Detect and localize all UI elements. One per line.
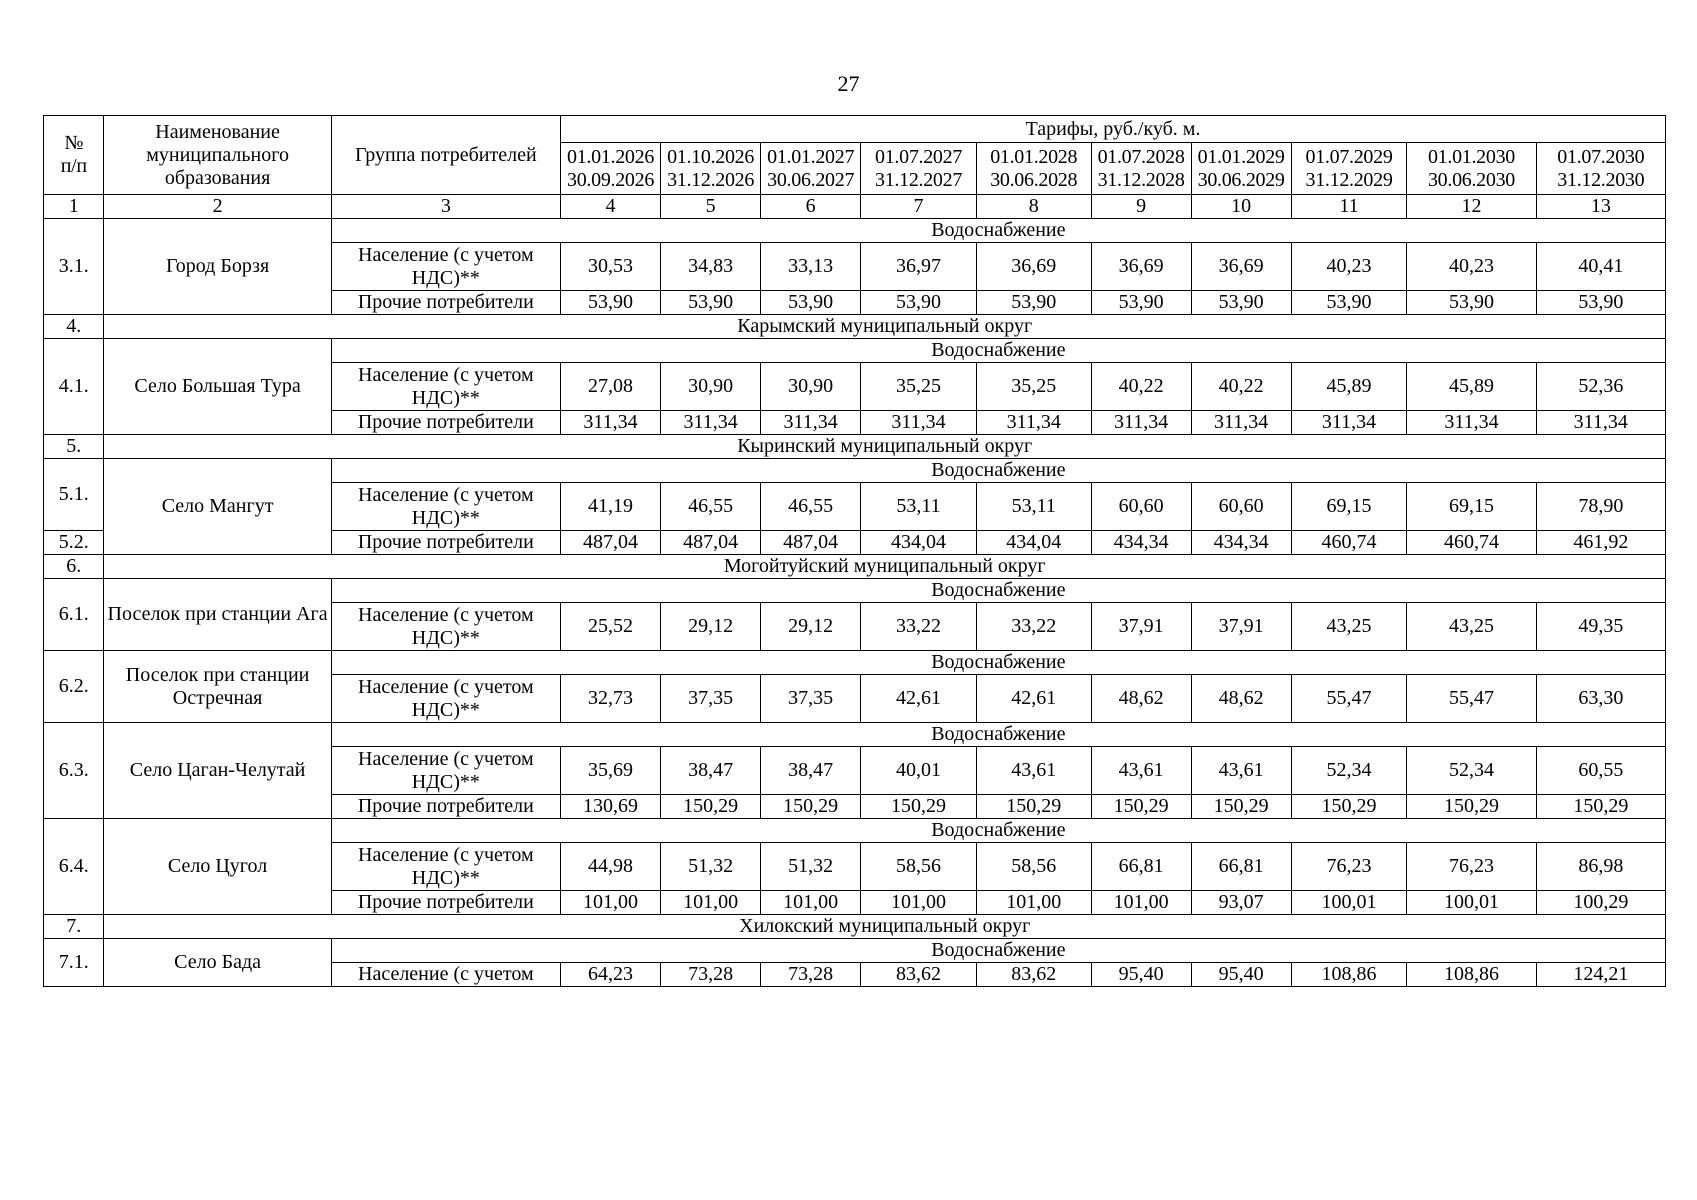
tariff-cell: 51,32 [661,843,761,891]
service-label: Водоснабжение [331,939,1665,963]
tariff-cell: 78,90 [1536,483,1665,531]
tariff-cell: 53,90 [1407,291,1536,315]
tariff-cell: 45,89 [1291,363,1407,411]
section-title: Могойтуйский муниципальный округ [104,555,1666,579]
period-header: 01.01.2028 30.06.2028 [976,143,1091,195]
tariff-cell: 53,90 [1191,291,1291,315]
tariff-cell: 36,69 [1091,243,1191,291]
tariff-cell: 43,61 [976,747,1091,795]
group-label: Население (с учетом [331,963,560,987]
tariff-cell: 130,69 [561,795,661,819]
group-label: Прочие потребители [331,291,560,315]
tariff-cell: 33,22 [976,603,1091,651]
tariff-cell: 460,74 [1407,531,1536,555]
municipality-name: Поселок при станции Ага [104,579,331,651]
tariff-cell: 83,62 [976,963,1091,987]
tariff-cell: 487,04 [761,531,861,555]
tariff-cell: 43,25 [1291,603,1407,651]
col-number: 1 [44,195,104,219]
tariff-cell: 33,22 [861,603,977,651]
col-number: 3 [331,195,560,219]
section-row [44,555,1666,579]
tariff-cell: 311,34 [561,411,661,435]
col-number: 10 [1191,195,1291,219]
tariff-cell: 434,34 [1091,531,1191,555]
tariff-cell: 40,22 [1191,363,1291,411]
row-number: 5.1. [44,459,104,531]
tariff-cell: 36,69 [1191,243,1291,291]
tariff-cell: 101,00 [661,891,761,915]
tariff-cell: 73,28 [661,963,761,987]
tariff-cell: 42,61 [976,675,1091,723]
tariff-cell: 53,90 [1536,291,1665,315]
service-row [44,939,1666,963]
tariff-cell: 49,35 [1536,603,1665,651]
period-header: 01.07.2029 31.12.2029 [1291,143,1407,195]
tariff-cell: 53,90 [761,291,861,315]
col-number: 4 [561,195,661,219]
tariff-cell: 37,91 [1191,603,1291,651]
section-number: 4. [44,315,104,339]
tariff-cell: 58,56 [976,843,1091,891]
header-num: № п/п [44,116,104,195]
tariff-cell: 66,81 [1191,843,1291,891]
tariff-cell: 150,29 [1536,795,1665,819]
tariff-cell: 311,34 [1536,411,1665,435]
tariff-cell: 53,90 [861,291,977,315]
tariff-cell: 60,60 [1191,483,1291,531]
service-row [44,819,1666,843]
tariff-cell: 93,07 [1191,891,1291,915]
tariff-cell: 150,29 [761,795,861,819]
col-number: 5 [661,195,761,219]
section-title: Карымский муниципальный округ [104,315,1666,339]
group-label: Прочие потребители [331,411,560,435]
tariff-cell: 27,08 [561,363,661,411]
service-row [44,723,1666,747]
section-number: 7. [44,915,104,939]
tariff-cell: 434,04 [976,531,1091,555]
col-number: 9 [1091,195,1191,219]
tariff-cell: 108,86 [1291,963,1407,987]
tariff-cell: 32,73 [561,675,661,723]
service-label: Водоснабжение [331,651,1665,675]
tariff-cell: 46,55 [661,483,761,531]
tariff-cell: 53,11 [861,483,977,531]
section-number: 6. [44,555,104,579]
tariff-cell: 40,41 [1536,243,1665,291]
tariff-cell: 101,00 [861,891,977,915]
tariff-cell: 40,22 [1091,363,1191,411]
tariff-cell: 53,90 [1091,291,1191,315]
service-label: Водоснабжение [331,579,1665,603]
service-row [44,339,1666,363]
tariff-cell: 43,25 [1407,603,1536,651]
group-label: Прочие потребители [331,891,560,915]
col-number: 11 [1291,195,1407,219]
tariff-cell: 30,53 [561,243,661,291]
tariff-cell: 38,47 [761,747,861,795]
tariff-cell: 36,69 [976,243,1091,291]
tariff-cell: 30,90 [661,363,761,411]
tariff-cell: 52,34 [1291,747,1407,795]
col-number: 2 [104,195,331,219]
tariff-cell: 461,92 [1536,531,1665,555]
municipality-name: Село Большая Тура [104,339,331,435]
group-label: Прочие потребители [331,531,560,555]
tariff-cell: 311,34 [1407,411,1536,435]
tariff-cell: 434,04 [861,531,977,555]
group-label: Население (с учетом НДС)** [331,675,560,723]
period-header: 01.10.2026 31.12.2026 [661,143,761,195]
col-number: 6 [761,195,861,219]
page-number: 27 [837,71,860,96]
tariff-cell: 311,34 [861,411,977,435]
tariff-cell: 95,40 [1091,963,1191,987]
section-title: Хилокский муниципальный округ [104,915,1666,939]
tariff-cell: 95,40 [1191,963,1291,987]
municipality-name: Село Цаган-Челутай [104,723,331,819]
tariff-cell: 53,11 [976,483,1091,531]
header-group: Группа потребителей [331,116,560,195]
row-number: 5.2. [44,531,104,555]
period-header: 01.07.2028 31.12.2028 [1091,143,1191,195]
tariff-cell: 41,19 [561,483,661,531]
group-label: Население (с учетом НДС)** [331,483,560,531]
municipality-name: Село Мангут [104,459,331,555]
service-label: Водоснабжение [331,819,1665,843]
tariff-cell: 66,81 [1091,843,1191,891]
tariff-cell: 101,00 [561,891,661,915]
tariff-cell: 487,04 [661,531,761,555]
tariff-cell: 60,55 [1536,747,1665,795]
section-row [44,915,1666,939]
tariff-cell: 100,01 [1407,891,1536,915]
tariff-cell: 37,35 [761,675,861,723]
tariff-cell: 150,29 [976,795,1091,819]
tariff-cell: 311,34 [1191,411,1291,435]
tariff-cell: 35,25 [976,363,1091,411]
group-label: Население (с учетом НДС)** [331,843,560,891]
tariff-cell: 53,90 [561,291,661,315]
row-number: 7.1. [44,939,104,987]
tariff-cell: 101,00 [761,891,861,915]
section-title: Кыринский муниципальный округ [104,435,1666,459]
tariff-cell: 43,61 [1191,747,1291,795]
header-row-1 [44,116,1666,143]
col-number: 12 [1407,195,1536,219]
col-number: 13 [1536,195,1665,219]
tariff-cell: 150,29 [1291,795,1407,819]
tariff-cell: 38,47 [661,747,761,795]
tariff-cell: 311,34 [761,411,861,435]
tariff-cell: 37,35 [661,675,761,723]
tariff-cell: 63,30 [1536,675,1665,723]
tariff-cell: 76,23 [1407,843,1536,891]
group-label: Население (с учетом НДС)** [331,243,560,291]
row-number: 3.1. [44,219,104,315]
tariff-cell: 101,00 [976,891,1091,915]
service-row [44,579,1666,603]
tariff-cell: 44,98 [561,843,661,891]
tariff-cell: 124,21 [1536,963,1665,987]
tariff-cell: 434,34 [1191,531,1291,555]
row-number: 6.1. [44,579,104,651]
tariff-cell: 48,62 [1191,675,1291,723]
tariff-cell: 53,90 [1291,291,1407,315]
tariff-cell: 43,61 [1091,747,1191,795]
tariff-cell: 46,55 [761,483,861,531]
tariff-cell: 150,29 [861,795,977,819]
tariff-cell: 311,34 [1291,411,1407,435]
tariff-cell: 86,98 [1536,843,1665,891]
service-row [44,459,1666,483]
period-header: 01.01.2029 30.06.2029 [1191,143,1291,195]
tariff-cell: 42,61 [861,675,977,723]
row-number: 4.1. [44,339,104,435]
row-number: 6.3. [44,723,104,819]
header-municipality: Наименование муниципального образования [104,116,331,195]
service-row [44,651,1666,675]
section-number: 5. [44,435,104,459]
period-header: 01.01.2026 30.09.2026 [561,143,661,195]
service-label: Водоснабжение [331,339,1665,363]
period-header: 01.01.2027 30.06.2027 [761,143,861,195]
tariff-cell: 40,23 [1291,243,1407,291]
header-tariffs: Тарифы, руб./куб. м. [561,116,1666,143]
tariff-cell: 100,29 [1536,891,1665,915]
tariff-cell: 311,34 [661,411,761,435]
tariff-cell: 34,83 [661,243,761,291]
tariff-cell: 48,62 [1091,675,1191,723]
service-label: Водоснабжение [331,723,1665,747]
period-header: 01.07.2030 31.12.2030 [1536,143,1665,195]
group-label: Население (с учетом НДС)** [331,747,560,795]
section-row [44,435,1666,459]
col-number: 7 [861,195,977,219]
tariff-cell: 150,29 [1091,795,1191,819]
municipality-name: Город Борзя [104,219,331,315]
tariff-cell: 52,34 [1407,747,1536,795]
tariff-cell: 76,23 [1291,843,1407,891]
tariff-cell: 150,29 [661,795,761,819]
tariff-cell: 30,90 [761,363,861,411]
column-number-row [44,195,1666,219]
tariff-cell: 64,23 [561,963,661,987]
section-row [44,315,1666,339]
period-header: 01.01.2030 30.06.2030 [1407,143,1536,195]
tariff-cell: 29,12 [661,603,761,651]
tariff-cell: 45,89 [1407,363,1536,411]
tariff-cell: 52,36 [1536,363,1665,411]
tariff-cell: 53,90 [976,291,1091,315]
tariff-cell: 51,32 [761,843,861,891]
tariff-cell: 55,47 [1291,675,1407,723]
tariff-cell: 29,12 [761,603,861,651]
tariff-cell: 53,90 [661,291,761,315]
tariff-cell: 69,15 [1407,483,1536,531]
tariff-cell: 35,25 [861,363,977,411]
service-label: Водоснабжение [331,459,1665,483]
tariff-cell: 69,15 [1291,483,1407,531]
tariff-cell: 101,00 [1091,891,1191,915]
tariff-cell: 100,01 [1291,891,1407,915]
tariff-cell: 37,91 [1091,603,1191,651]
col-number: 8 [976,195,1091,219]
tariff-cell: 33,13 [761,243,861,291]
tariff-cell: 36,97 [861,243,977,291]
row-number: 6.2. [44,651,104,723]
tariff-cell: 83,62 [861,963,977,987]
group-label: Прочие потребители [331,795,560,819]
row-number: 6.4. [44,819,104,915]
tariff-cell: 55,47 [1407,675,1536,723]
tariff-cell: 311,34 [976,411,1091,435]
tariff-cell: 311,34 [1091,411,1191,435]
service-label: Водоснабжение [331,219,1665,243]
tariff-cell: 60,60 [1091,483,1191,531]
period-header: 01.07.2027 31.12.2027 [861,143,977,195]
group-label: Население (с учетом НДС)** [331,363,560,411]
tariff-cell: 40,01 [861,747,977,795]
tariff-cell: 150,29 [1191,795,1291,819]
service-row [44,219,1666,243]
tariff-cell: 150,29 [1407,795,1536,819]
tariff-cell: 25,52 [561,603,661,651]
tariff-cell: 35,69 [561,747,661,795]
municipality-name: Поселок при станции Остречная [104,651,331,723]
tariff-table [43,115,1666,987]
tariff-cell: 58,56 [861,843,977,891]
municipality-name: Село Бада [104,939,331,987]
tariff-cell: 487,04 [561,531,661,555]
group-label: Население (с учетом НДС)** [331,603,560,651]
tariff-cell: 40,23 [1407,243,1536,291]
municipality-name: Село Цугол [104,819,331,915]
tariff-cell: 108,86 [1407,963,1536,987]
tariff-cell: 73,28 [761,963,861,987]
tariff-cell: 460,74 [1291,531,1407,555]
